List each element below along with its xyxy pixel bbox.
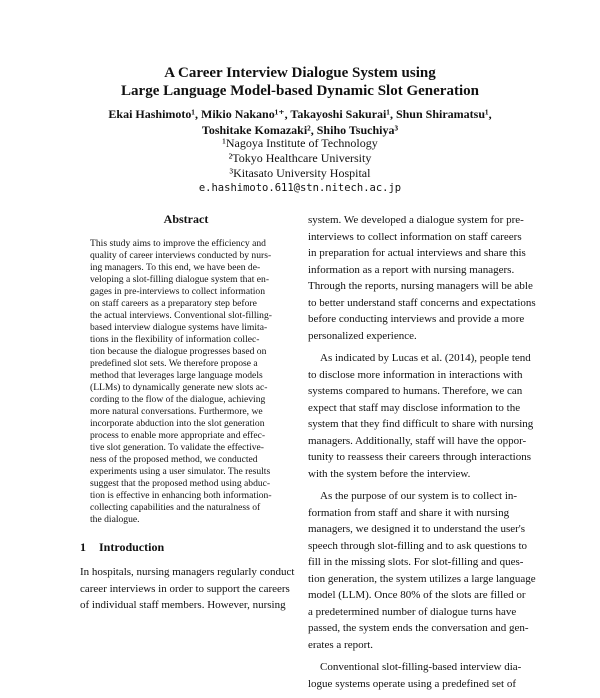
body-line: fill in the missing slots. For slot-filling and ques- (308, 556, 524, 568)
author-list (0, 106, 600, 138)
paragraph (308, 212, 536, 344)
paragraph (308, 488, 536, 653)
section-number: 1 (80, 540, 86, 554)
paper-title (0, 64, 600, 100)
abstract-line: on staff careers as a preparatory step before (90, 298, 257, 309)
body-line: logue systems operate using a predefined set of (308, 677, 517, 690)
body-line: As indicated by Lucas et al. (2014), people tend (320, 352, 531, 364)
body-line: managers. Additionally, staff will have the oppor- (308, 434, 527, 447)
body-line: speech through slot-filling and to ask questions to (308, 539, 528, 552)
abstract-heading: Abstract (163, 212, 209, 226)
body-line: systems compared to humans. Therefore, we can (308, 385, 523, 397)
left-column (80, 212, 295, 614)
body-line: personalized experience. (308, 329, 417, 342)
abstract-line: tion is effective in enhancing both information- (90, 490, 272, 501)
paragraph (308, 659, 526, 692)
body-line: in preparation for actual interviews and share this (308, 247, 526, 259)
body-line: Conventional slot-filling-based interview dia- (320, 661, 522, 673)
body-line: before conducting interviews and provide a more (308, 313, 525, 325)
abstract-line: cording to the flow of the dialogue, achieving (90, 394, 266, 405)
body-line: of individual staff members. However, nursing (80, 599, 286, 611)
body-line: to better understand staff concerns and expectations (308, 296, 536, 309)
abstract-line: the actual interviews. Conventional slot-filling- (90, 310, 272, 321)
affiliation: ²Tokyo Healthcare University (228, 151, 372, 165)
body-line: model (LLM). Once 80% of the slots are filled or (308, 589, 526, 601)
body-line: passed, the system ends the conversation and gen- (308, 622, 529, 634)
body-line: formation from staff and share it with nursing (308, 506, 510, 519)
abstract-body (90, 238, 282, 526)
abstract-line: suggest that the proposed method using abduc- (90, 478, 271, 489)
section-title: Introduction (99, 540, 165, 554)
author-email[interactable]: e.hashimoto.611@stn.nitech.ac.jp (198, 182, 402, 194)
body-line: erates a report. (308, 638, 374, 651)
body-line: interviews to collect information on staff careers (308, 230, 522, 243)
section-heading-introduction (80, 540, 292, 554)
abstract-line: veloping a slot-filling dialogue system that en- (90, 274, 270, 285)
body-line: managers, we designed it to understand the user's (308, 523, 526, 535)
abstract-line: tive slot generation. To validate the effective- (90, 442, 264, 453)
body-line: information as a report with nursing managers. (308, 263, 515, 276)
abstract-line: ing managers. To this end, we have been de- (90, 262, 261, 273)
body-line: expect that staff may disclose information to the (308, 401, 521, 414)
abstract-line: This study aims to improve the efficiency and (90, 238, 266, 249)
body-line: tion generation, the system utilizes a large language (308, 572, 536, 585)
affiliation: ¹Nagoya Institute of Technology (222, 136, 378, 150)
body-line: As the purpose of our system is to collect in- (320, 490, 518, 502)
abstract-line: the dialogue. (90, 514, 140, 525)
abstract-line: more natural conversations. Furthermore, we (90, 406, 263, 417)
body-line: career interviews in order to support the careers (80, 582, 290, 595)
authors-line: Ekai Hashimoto¹, Mikio Nakano¹⁺, Takayoshi Sakurai¹, Shun Shiramatsu¹, (108, 107, 492, 121)
title-line: A Career Interview Dialogue System using (164, 65, 436, 81)
title-line: Large Language Model-based Dynamic Slot Generation (121, 83, 479, 99)
body-line: to disclose more information in interactions with (308, 368, 523, 381)
body-line: system. We developed a dialogue system for pre- (308, 214, 524, 226)
abstract-line: tions in the flexibility of information collec- (90, 334, 260, 345)
authors-line: Toshitake Komazaki², Shiho Tsuchiya³ (201, 123, 399, 137)
abstract-line: method that leverages large language models (90, 370, 263, 381)
abstract-line: ness of the proposed method, we conducted (90, 454, 258, 465)
affiliation: ³Kitasato University Hospital (229, 166, 371, 180)
paragraph (308, 350, 534, 482)
abstract-line: process to enable more appropriate and effec- (90, 430, 266, 441)
affiliations (0, 136, 600, 196)
abstract-line: based interview dialogue systems have limita- (90, 322, 268, 333)
abstract-line: predefined slot sets. We therefore propose a (90, 358, 258, 369)
abstract-line: incorporate abduction into the slot generation (90, 418, 265, 429)
abstract-line: experiments using a user simulator. The results (90, 466, 271, 477)
abstract-line: tion because the dialogue progresses based on (90, 346, 267, 357)
body-line: with the system before the interview. (308, 467, 471, 480)
body-line: Through the reports, nursing managers will be able (308, 280, 533, 292)
right-column (308, 212, 536, 698)
abstract-line: (LLMs) to dynamically generate new slots ac- (90, 382, 268, 393)
abstract-line: quality of career interviews conducted by nurs- (90, 250, 272, 261)
body-line: system that they find difficult to share with nursing (308, 418, 534, 430)
abstract-line: gages in pre-interviews to collect information (90, 286, 266, 297)
introduction-body (80, 564, 295, 614)
body-line: In hospitals, nursing managers regularly conduct (80, 566, 295, 578)
body-line: a predetermined number of dialogue turns have (308, 605, 517, 618)
abstract-line: collecting capabilities and the naturalness of (90, 502, 261, 513)
body-line: tunity to reassess their careers through interactions (308, 451, 531, 463)
